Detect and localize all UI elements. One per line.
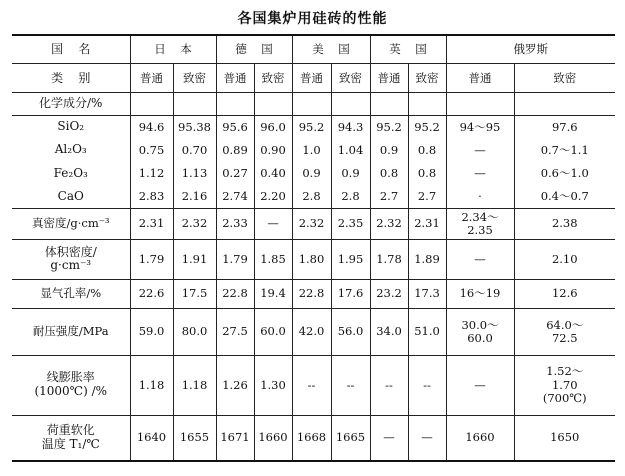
row-label-fe2o3: Fe₂O₃: [53, 165, 88, 180]
table-cell: 94.3: [331, 115, 370, 138]
table-cell: 51.0: [408, 308, 446, 355]
table-cell: 95.2: [292, 115, 331, 138]
table-cell: 1.26: [216, 355, 254, 415]
table-cell: 0.7～1.1: [514, 139, 615, 162]
table-cell: 0.90: [254, 139, 292, 162]
table-row-refractoriness-under-load: [12, 415, 615, 461]
table-cell: 2.31: [408, 209, 446, 240]
table-cell: 22.6: [130, 279, 173, 308]
type-cell: 致密: [173, 64, 216, 93]
table-cell: 12.6: [514, 279, 615, 308]
table-cell: 1.79: [216, 239, 254, 279]
row-label-sio2: SiO₂: [12, 115, 130, 138]
country-usa: 美 国: [292, 35, 370, 64]
table-cell: 0.9: [331, 162, 370, 185]
table-cell: 1.04: [331, 139, 370, 162]
header-row-types: [12, 64, 615, 93]
table-cell: 2.38: [514, 209, 615, 240]
table-cell: 96.0: [254, 115, 292, 138]
table-cell: 60.0: [254, 308, 292, 355]
table-row-true-density: [12, 209, 615, 240]
type-cell: 致密: [331, 64, 370, 93]
table-cell: 95.2: [370, 115, 408, 138]
table-cell: 22.8: [216, 279, 254, 308]
table-cell: 16～19: [446, 279, 514, 308]
table-cell: 2.8: [331, 185, 370, 208]
table-cell: 17.6: [331, 279, 370, 308]
type-cell: 普通: [370, 64, 408, 93]
table-cell: 1.52～ 1.70 (700℃): [514, 355, 615, 415]
table-cell: 2.33: [216, 209, 254, 240]
table-cell: —: [408, 415, 446, 461]
table-cell: 1.91: [173, 239, 216, 279]
table-cell: 0.89: [216, 139, 254, 162]
category-header-label: 类 别: [12, 64, 130, 93]
table-cell: —: [446, 162, 514, 185]
table-cell: 94～95: [446, 115, 514, 138]
type-cell: 普通: [130, 64, 173, 93]
table-cell: 2.32: [370, 209, 408, 240]
table-row-cao: [12, 185, 615, 208]
table-cell: —: [254, 209, 292, 240]
table-cell: —: [446, 239, 514, 279]
table-cell: --: [331, 355, 370, 415]
table-cell: 1655: [173, 415, 216, 461]
type-cell: 普通: [292, 64, 331, 93]
row-label-compressive-strength: 耐压强度/MPa: [12, 308, 130, 355]
table-cell: 2.31: [130, 209, 173, 240]
country-japan: 日 本: [130, 35, 216, 64]
table-cell: 0.9: [370, 139, 408, 162]
table-cell: 0.4～0.7: [514, 185, 615, 208]
table-cell: --: [408, 355, 446, 415]
table-cell: 2.7: [408, 185, 446, 208]
table-title: 各国集炉用硅砖的性能: [237, 11, 388, 27]
table-cell: 2.7: [370, 185, 408, 208]
table-cell: --: [292, 355, 331, 415]
table-cell: 0.40: [254, 162, 292, 185]
table-cell: 2.8: [292, 185, 331, 208]
header-row-countries: [12, 35, 615, 64]
table-cell: 2.20: [254, 185, 292, 208]
table-cell: 2.10: [514, 239, 615, 279]
country-uk: 英 国: [370, 35, 446, 64]
table-cell: 1.80: [292, 239, 331, 279]
country-russia: 俄罗斯: [446, 35, 615, 64]
table-cell: 2.34～ 2.35: [446, 209, 514, 240]
table-cell: 2.35: [331, 209, 370, 240]
table-row-apparent-porosity: [12, 279, 615, 308]
table-cell: 1660: [446, 415, 514, 461]
table-cell: 2.16: [173, 185, 216, 208]
section-row: [12, 93, 615, 115]
table-cell: 0.70: [173, 139, 216, 162]
table-cell: 1640: [130, 415, 173, 461]
table-cell: —: [446, 355, 514, 415]
table-cell: ·: [446, 185, 514, 208]
table-cell: 1660: [254, 415, 292, 461]
table-row-fe2o3: [12, 162, 615, 185]
table-cell: 97.6: [514, 115, 615, 138]
table-cell: 27.5: [216, 308, 254, 355]
row-label-true-density: 真密度/g·cm⁻³: [12, 209, 130, 240]
table-cell: 17.3: [408, 279, 446, 308]
type-cell: 致密: [408, 64, 446, 93]
table-cell: 1.18: [130, 355, 173, 415]
row-label-apparent-porosity: 显气孔率/%: [12, 279, 130, 308]
table-cell: 34.0: [370, 308, 408, 355]
table-cell: 19.4: [254, 279, 292, 308]
table-cell: 1.79: [130, 239, 173, 279]
table-row-al2o3: [12, 139, 615, 162]
table-cell: 2.74: [216, 185, 254, 208]
table-cell: 1.89: [408, 239, 446, 279]
table-row-bulk-density: [12, 239, 615, 279]
table-cell: 1.85: [254, 239, 292, 279]
table-cell: 1671: [216, 415, 254, 461]
table-row-sio2: [12, 115, 615, 138]
table-cell: 1.95: [331, 239, 370, 279]
table-cell: 56.0: [331, 308, 370, 355]
table-cell: 95.6: [216, 115, 254, 138]
row-label-al2o3: Al₂O₃: [54, 142, 87, 157]
row-label-linear-expansion: 线膨胀率 (1000℃) /%: [12, 355, 130, 415]
table-cell: 22.8: [292, 279, 331, 308]
table-cell: 0.8: [408, 162, 446, 185]
table-cell: 59.0: [130, 308, 173, 355]
type-cell: 普通: [446, 64, 514, 93]
table-cell: 0.8: [370, 162, 408, 185]
table-cell: 1650: [514, 415, 615, 461]
table-cell: 1.18: [173, 355, 216, 415]
table-cell: 64.0～ 72.5: [514, 308, 615, 355]
table-cell: 94.6: [130, 115, 173, 138]
row-label-cao: CaO: [57, 188, 84, 203]
table-cell: 1.0: [292, 139, 331, 162]
table-row-compressive-strength: [12, 308, 615, 355]
table-cell: 0.9: [292, 162, 331, 185]
table-cell: 1.12: [130, 162, 173, 185]
table-cell: --: [370, 355, 408, 415]
table-cell: 0.6～1.0: [514, 162, 615, 185]
properties-table: [12, 34, 615, 462]
table-row-linear-expansion: [12, 355, 615, 415]
row-label-bulk-density: 体积密度/ g·cm⁻³: [12, 239, 130, 279]
table-cell: —: [446, 139, 514, 162]
row-label-refractoriness-under-load: 荷重软化 温度 T₁/℃: [12, 415, 130, 461]
table-cell: 17.5: [173, 279, 216, 308]
table-cell: 30.0～ 60.0: [446, 308, 514, 355]
table-cell: 0.27: [216, 162, 254, 185]
type-cell: 普通: [216, 64, 254, 93]
table-cell: 80.0: [173, 308, 216, 355]
country-germany: 德 国: [216, 35, 292, 64]
table-cell: 0.8: [408, 139, 446, 162]
type-cell: 致密: [254, 64, 292, 93]
table-cell: 1.30: [254, 355, 292, 415]
table-cell: 95.38: [173, 115, 216, 138]
table-cell: 95.2: [408, 115, 446, 138]
table-cell: 1.13: [173, 162, 216, 185]
table-cell: 2.32: [173, 209, 216, 240]
table-cell: 42.0: [292, 308, 331, 355]
table-cell: 0.75: [130, 139, 173, 162]
section-label-chemical: 化学成分/%: [12, 93, 130, 115]
table-cell: 2.83: [130, 185, 173, 208]
table-cell: 1668: [292, 415, 331, 461]
table-cell: 1665: [331, 415, 370, 461]
table-cell: 23.2: [370, 279, 408, 308]
type-cell: 致密: [514, 64, 615, 93]
table-cell: 2.32: [292, 209, 331, 240]
country-header-label: 国 名: [12, 35, 130, 64]
table-cell: —: [370, 415, 408, 461]
table-cell: 1.78: [370, 239, 408, 279]
